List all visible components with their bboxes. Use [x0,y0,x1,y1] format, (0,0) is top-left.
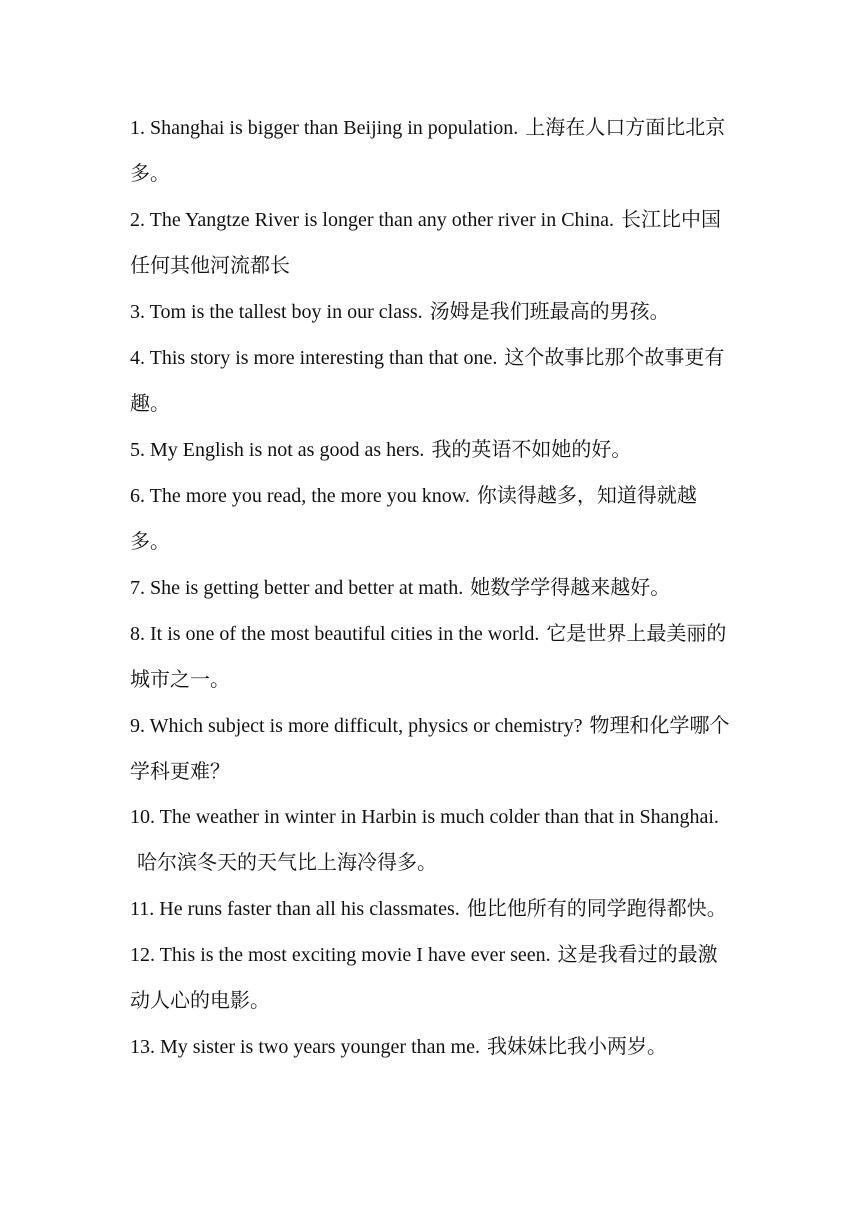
sentence-10 [130,795,730,886]
sentence-3-chinese: 汤姆是我们班最高的男孩。 [429,299,670,323]
sentence-8-english: 8. It is one of the most beautiful cities in the world. [130,623,540,645]
sentence-8 [130,611,730,703]
sentence-5 [130,427,730,473]
sentence-2-chinese: 长江比中国任何其他河流都长 [130,207,721,277]
sentence-11 [130,886,730,932]
sentence-4-chinese: 这个故事比那个故事更有趣。 [130,345,725,415]
sentence-6-english: 6. The more you read, the more you know. [130,485,470,507]
sentence-9-english: 9. Which subject is more difficult, physics or chemistry? [130,715,583,737]
sentence-6-chinese: 你读得越多，知道得就越多。 [130,483,697,553]
sentence-3-english: 3. Tom is the tallest boy in our class. [130,301,423,323]
sentence-9-chinese: 物理和化学哪个学科更难？ [130,713,730,783]
sentence-13-english: 13. My sister is two years younger than me. [130,1036,480,1058]
sentence-12-chinese: 这是我看过的最激动人心的电影。 [130,942,718,1012]
sentence-1-chinese: 上海在人口方面比北京多。 [130,115,726,185]
sentence-7-english: 7. She is getting better and better at math. [130,577,464,599]
sentence-2 [130,197,730,289]
sentence-7 [130,565,730,611]
sentence-11-chinese: 他比他所有的同学跑得都快。 [466,896,727,920]
sentence-11-english: 11. He runs faster than all his classmates. [130,898,460,920]
sentence-12-english: 12. This is the most exciting movie I have ever seen. [130,944,551,966]
sentence-2-english: 2. The Yangtze River is longer than any other river in China. [130,209,614,231]
sentence-4 [130,335,730,427]
sentence-4-english: 4. This story is more interesting than that one. [130,347,498,369]
sentence-6 [130,473,730,565]
sentence-13 [130,1024,730,1070]
sentence-3 [130,289,730,335]
sentence-13-chinese: 我妹妹比我小两岁。 [486,1034,667,1058]
sentence-10-english: 10. The weather in winter in Harbin is much colder than that in Shanghai. [130,806,719,828]
sentence-5-chinese: 我的英语不如她的好。 [431,437,632,461]
sentence-12 [130,932,730,1024]
sentence-1 [130,105,730,197]
sentence-9 [130,703,730,795]
sentence-5-english: 5. My English is not as good as hers. [130,439,425,461]
sentence-list [130,105,730,1070]
sentence-10-chinese: 哈尔滨冬天的天气比上海冷得多。 [137,850,437,874]
sentence-7-chinese: 她数学学得越来越好。 [470,575,671,599]
sentence-8-chinese: 它是世界上最美丽的城市之一。 [130,621,727,691]
sentence-1-english: 1. Shanghai is bigger than Beijing in population. [130,117,519,139]
